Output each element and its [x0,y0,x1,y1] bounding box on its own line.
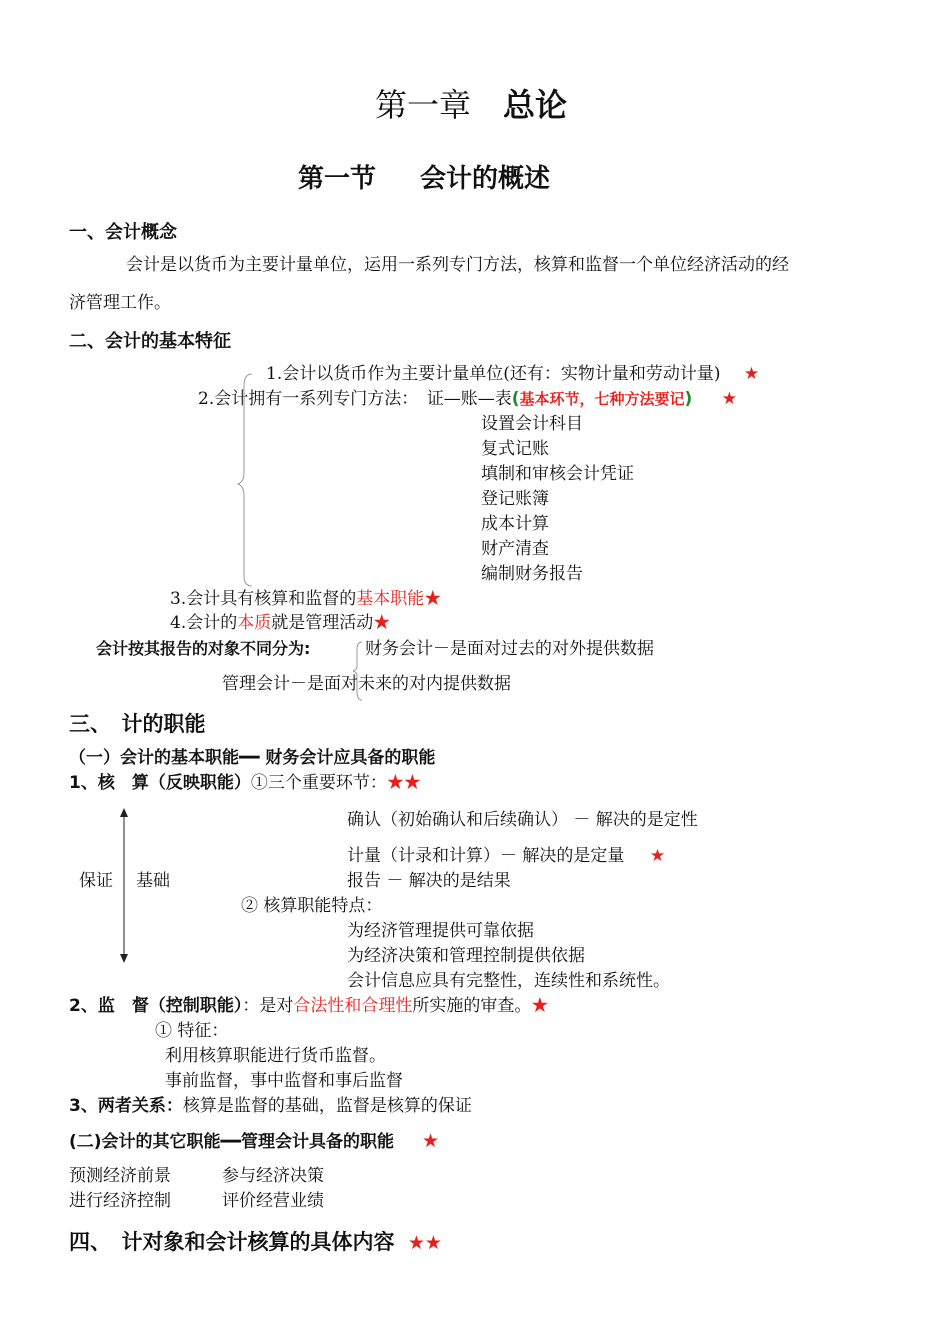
star-icon: ★ [373,613,391,633]
feature-item-1: 为经济管理提供可靠依据 [347,921,534,941]
supervision-label: 2、监 督（控制职能） [69,996,243,1016]
feature-1 [266,362,759,386]
supervision-feature-1: 利用核算职能进行货币监督。 [165,1046,386,1066]
method-5: 成本计算 [481,514,549,534]
supervision-red: 合法性和合理性 [293,996,413,1016]
star-icon: ★★ [386,773,421,793]
other-function-4: 评价经营业绩 [222,1191,324,1211]
step-measurement [347,844,665,868]
method-3: 填制和审核会计凭证 [481,464,634,484]
report-label: 会计按其报告的对象不同分为: [96,639,311,658]
star-icon: ★ [721,389,737,409]
step-report: 报告 － 解决的是结果 [347,871,511,891]
section-title [298,158,550,195]
relationship-label: 3、两者关系： [69,1096,183,1116]
other-functions-heading [69,1129,439,1154]
chapter-name: 总论 [503,86,568,124]
features-brace [236,372,256,588]
paren-open: ( [511,389,520,409]
method-6: 财产清查 [481,539,549,559]
feature-2 [198,387,737,411]
heading-objects [69,1226,442,1256]
feature-item-3: 会计信息应具有完整性，连续性和系统性。 [347,971,670,991]
accounting-function-label: 1、核 算（反映职能） [69,773,251,793]
step-recognition: 确认（初始确认和后续确认） － 解决的是定性 [347,810,698,830]
other-function-2: 参与经济决策 [222,1166,324,1186]
chapter-prefix: 第一章 [375,86,472,124]
feature-2-note: 基本环节，七种方法要记 [519,390,685,408]
accounting-function-rest: ①三个重要环节： [250,773,387,793]
feature-3 [170,587,441,611]
features-label: ② 核算职能特点： [241,896,383,916]
relationship [69,1094,472,1118]
chapter-title [375,80,567,126]
other-function-1: 预测经济前景 [69,1166,171,1186]
heading-concept: 一、会计概念 [69,222,177,243]
concept-para-line2: 济管理工作。 [69,293,171,313]
method-4: 登记账簿 [481,489,549,509]
heading-objects-text: 四、 计对象和会计核算的具体内容 [69,1230,395,1254]
supervision-features-label: ① 特征： [155,1021,229,1041]
relationship-text: 核算是监督的基础，监督是核算的保证 [182,1096,472,1116]
heading-features: 二、会计的基本特征 [69,331,231,352]
supervision-pre: ：是对 [242,996,294,1016]
accounting-function [69,771,421,795]
feature-2-text: 2.会计拥有一系列专门方法： 证—账—表 [198,389,512,409]
method-1: 设置会计科目 [481,414,583,434]
relation-arrow [118,808,130,964]
method-7: 编制财务报告 [481,564,583,584]
feature-4 [170,611,390,635]
star-icon: ★ [421,1130,439,1152]
section-name: 会计的概述 [420,164,551,194]
step-measurement-text: 计量（计录和计算）－ 解决的是定量 [347,846,625,866]
section-prefix: 第一节 [298,164,377,194]
supervision-function [69,994,548,1018]
feature-3-text: 3.会计具有核算和监督的 [170,589,357,609]
report-brace [352,640,364,702]
management-accounting: 管理会计－是面对未来的对内提供数据 [222,674,511,694]
star-icon: ★ [743,364,760,384]
concept-para-line1: 会计是以货币为主要计量单位，运用一系列专门方法，核算和监督一个单位经济活动的经 [126,255,789,275]
star-icon: ★ [531,996,549,1016]
heading-functions: 三、 计的职能 [69,712,206,736]
feature-item-2: 为经济决策和管理控制提供依据 [347,946,585,966]
paren-close: ) [684,389,693,409]
feature-4-post: 就是管理活动 [271,613,374,633]
star-icon: ★ [649,846,666,866]
feature-3-red: 基本职能 [356,589,425,609]
star-icon: ★ [424,589,442,609]
method-2: 复式记账 [481,439,549,459]
other-functions-heading-text: (二)会计的其它职能━━管理会计具备的职能 [69,1132,395,1152]
guarantee-label: 保证 [79,871,113,891]
supervision-feature-2: 事前监督，事中监督和事后监督 [165,1071,403,1091]
basic-functions-heading: （一）会计的基本职能━━ 财务会计应具备的职能 [69,748,436,768]
star-icon: ★★ [407,1232,442,1254]
feature-4-pre: 4.会计的 [170,613,238,633]
financial-accounting: 财务会计－是面对过去的对外提供数据 [365,639,654,659]
feature-4-red: 本质 [237,613,272,633]
supervision-post: 所实施的审查。 [412,996,532,1016]
feature-1-text: 1.会计以货币作为主要计量单位(还有：实物计量和劳动计量) [266,364,721,384]
basis-label: 基础 [136,871,170,891]
other-function-3: 进行经济控制 [69,1191,171,1211]
